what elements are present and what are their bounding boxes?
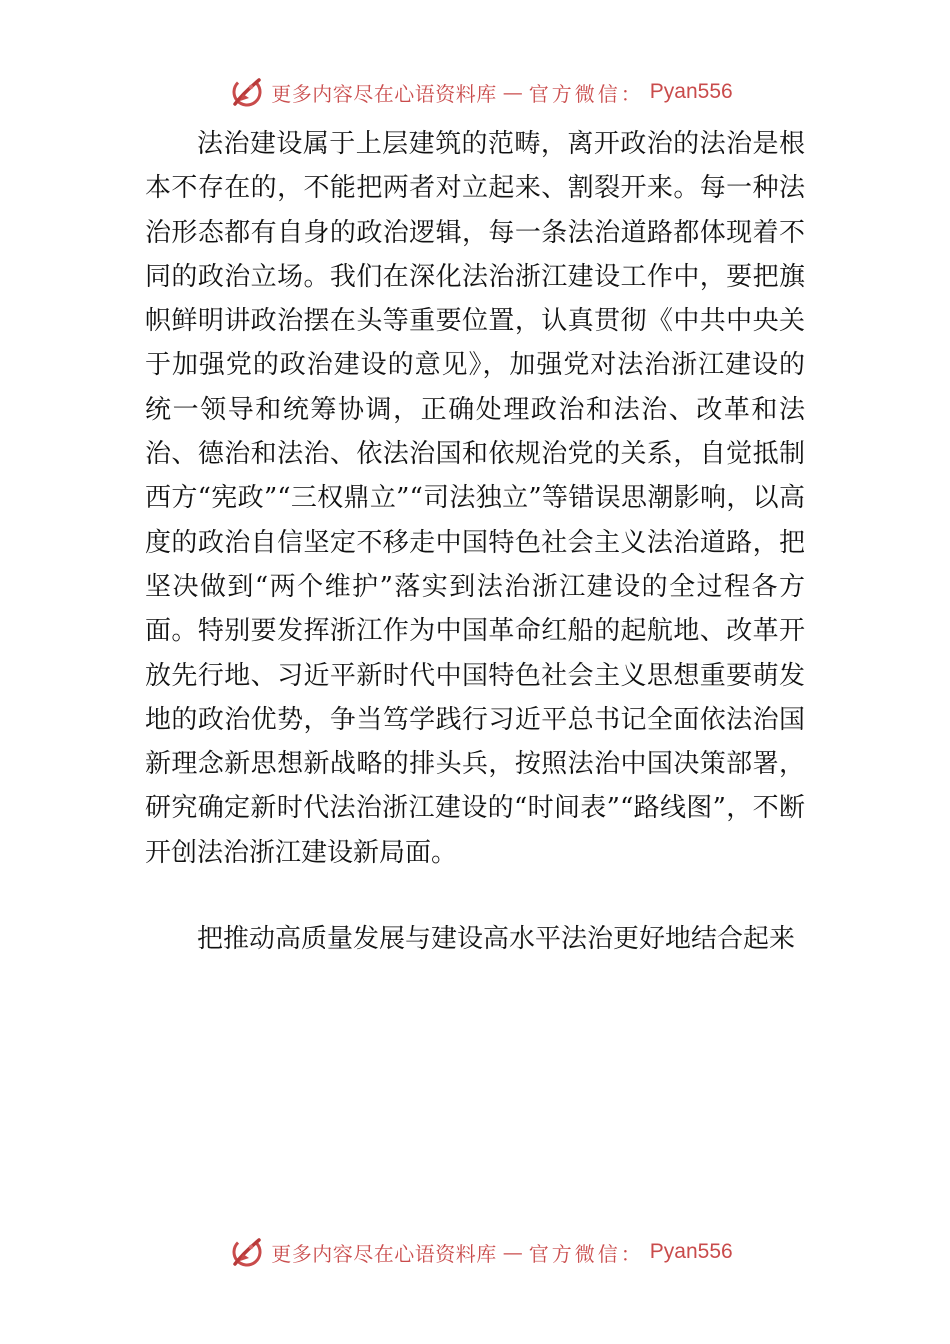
header-banner-content (229, 74, 732, 110)
banner-wechat-id: Pyan556 (649, 1240, 733, 1263)
banner-slogan: 更多内容尽在心语资料库 (271, 81, 497, 106)
body-paragraph: 法治建设属于上层建筑的范畴，离开政治的法治是根本不存在的，不能把两者对立起来、割裂开来。每一种法治形态都有自身的政治逻辑，每一条法治道路都体现着不同的政治立场。我们在深化法治浙江建设工作中，要把旗帜鲜明讲政治摆在头等重要位置，认真贯彻《中共中央关于加强党的政治建设的意见》，加强党对法治浙江建设的统一领导和统筹协调，正确处理政治和法治、改革和法治、德治和法治、依法治国和依规治党的关系，自觉抵制西方“宪政”“三权鼎立”“司法独立”等错误思潮影响，以高度的政治自信坚定不移走中国特色社会主义法治道路，把坚决做到“两个维护”落实到法治浙江建设的全过程各方面。特别要发挥浙江作为中国革命红船的起航地、改革开放先行地、习近平新时代中国特色社会主义思想重要萌发地的政治优势，争当笃学践行习近平总书记全面依法治国新理念新思想新战略的排头兵，按照法治中国决策部署，研究确定新时代法治浙江建设的“时间表”“路线图”，不断开创法治浙江建设新局面。 (145, 129, 805, 868)
section-heading: 把推动高质量发展与建设高水平法治更好地结合起来 (197, 924, 796, 955)
brush-seal-icon (229, 1234, 265, 1270)
document-body (145, 122, 805, 961)
banner-slogan: 更多内容尽在心语资料库 (271, 1241, 497, 1266)
brush-seal-icon (229, 74, 265, 110)
banner-separator: — (502, 1240, 523, 1264)
footer-banner-content (229, 1234, 732, 1270)
banner-wechat-label: 官方微信： (528, 1241, 644, 1266)
header-banner (0, 72, 950, 112)
banner-wechat-label: 官方微信： (528, 81, 644, 106)
footer-banner (0, 1232, 950, 1272)
banner-separator: — (502, 80, 523, 104)
banner-wechat-id: Pyan556 (649, 80, 733, 103)
